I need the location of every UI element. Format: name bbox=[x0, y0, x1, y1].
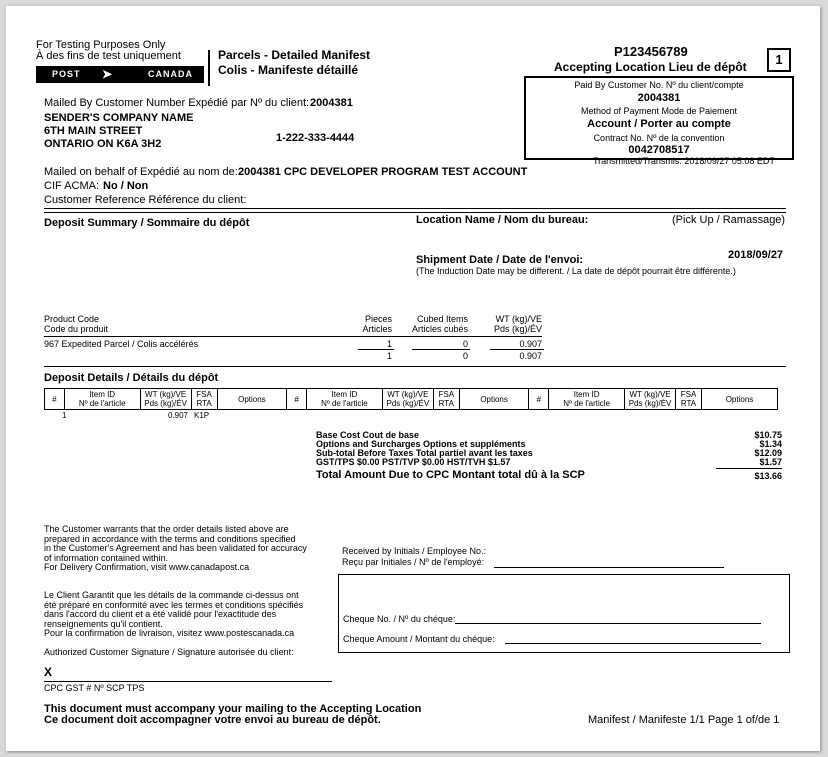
payment-box bbox=[524, 76, 794, 160]
cif-label: CIF ACMA: bbox=[44, 180, 100, 192]
induction-note: (The Induction Date may be different. / La date de dépôt pourrait être différente.) bbox=[416, 266, 736, 276]
h-item-2: Item ID Nº de l'article bbox=[306, 389, 382, 410]
received-field[interactable] bbox=[494, 567, 724, 568]
deposit-details-table bbox=[44, 388, 778, 410]
testing-notice-fr: À des fins de test uniquement bbox=[36, 50, 181, 62]
pieces-total-rule bbox=[358, 349, 394, 350]
h-options-1: Options bbox=[217, 389, 287, 410]
h-fsa-3: FSA RTA bbox=[676, 389, 702, 410]
h-wt-3: WT (kg)/VE Pds (kg)/ÉV bbox=[625, 389, 676, 410]
sender-street: 6TH MAIN STREET bbox=[44, 125, 143, 137]
deposit-details-title: Deposit Details / Détails du dépôt bbox=[44, 372, 219, 384]
signature-line[interactable] bbox=[44, 681, 332, 682]
col-product-en: Product Code bbox=[44, 314, 100, 324]
col-product-fr: Code du produit bbox=[44, 324, 109, 334]
ship-date-label: Shipment Date / Date de l'envoi: bbox=[416, 254, 584, 266]
options-label: Options and Surcharges Options et suppléments bbox=[316, 439, 526, 449]
signature-label: Authorized Customer Signature / Signature autorisée du client: bbox=[44, 647, 294, 657]
maple-leaf-icon: ➤ bbox=[102, 67, 114, 81]
received-label-1: Received by Initials / Employee No.: bbox=[342, 546, 487, 556]
tax-label: GST/TPS $0.00 PST/TVP $0.00 HST/TVH $1.57 bbox=[316, 457, 511, 467]
sender-city: ONTARIO ON K6A 3H2 bbox=[44, 138, 162, 150]
manifest-page bbox=[6, 6, 820, 751]
tax-value: $1.57 bbox=[759, 457, 782, 467]
location-value: (Pick Up / Ramassage) bbox=[672, 214, 786, 226]
details-row-num: 1 bbox=[62, 411, 67, 420]
sender-phone: 1-222-333-4444 bbox=[276, 132, 355, 144]
title-en: Parcels - Detailed Manifest bbox=[218, 48, 371, 62]
h-item-3: Item ID Nº de l'article bbox=[549, 389, 625, 410]
accompany-fr: Ce document doit accompagner votre envoi au bureau de dépôt. bbox=[44, 714, 381, 726]
summary-total-cubed: 0 bbox=[462, 351, 468, 361]
contract-value: 0042708517 bbox=[628, 144, 690, 156]
total-label: Total Amount Due to CPC Montant total dû à la SCP bbox=[316, 469, 585, 481]
col-cubed-en: Cubed Items bbox=[416, 314, 468, 324]
deposit-summary-title: Deposit Summary / Sommaire du dépôt bbox=[44, 217, 250, 229]
payment-method-value: Account / Porter au compte bbox=[587, 118, 731, 130]
warranty-en: The Customer warrants that the order details listed above are prepared in accordance with the terms and conditions specified in the Customer's Agreement and has been validated for accuracy of information contained within. For Delivery Confirmation, visit www.canadapost.ca bbox=[44, 524, 307, 572]
divider-top bbox=[44, 208, 786, 209]
logo-text-right: CANADA bbox=[148, 69, 193, 79]
cif-value: No / Non bbox=[103, 180, 149, 192]
cheque-box bbox=[338, 574, 790, 653]
options-value: $1.34 bbox=[759, 439, 782, 449]
canada-post-logo bbox=[36, 66, 204, 83]
behalf-value: 2004381 CPC DEVELOPER PROGRAM TEST ACCOUNT bbox=[238, 166, 528, 178]
col-cubed-fr: Articles cubés bbox=[411, 324, 468, 334]
h-fsa-2: FSA RTA bbox=[433, 389, 459, 410]
h-num-2: # bbox=[287, 389, 307, 410]
manifest-number: P123456789 bbox=[614, 44, 688, 59]
mailed-by-label: Mailed By Customer Number Expédié par Nº du client: bbox=[44, 97, 310, 109]
h-num-1: # bbox=[45, 389, 65, 410]
subtotal-value: $12.09 bbox=[754, 448, 782, 458]
h-wt-1: WT (kg)/VE Pds (kg)/ÉV bbox=[140, 389, 191, 410]
h-item-1: Item ID Nº de l'article bbox=[64, 389, 140, 410]
paid-by-label: Paid By Customer No. Nº du client/compte bbox=[574, 80, 744, 90]
cheque-no-field[interactable] bbox=[455, 623, 761, 624]
page-info: Manifest / Manifeste 1/1 Page 1 of/de 1 bbox=[588, 714, 780, 726]
summary-total-pieces: 1 bbox=[386, 351, 392, 361]
accompany-en: This document must accompany your mailing to the Accepting Location bbox=[44, 703, 422, 715]
summary-row-wt: 0.907 bbox=[519, 339, 542, 349]
contract-label: Contract No. Nº de la convention bbox=[593, 133, 725, 143]
accepting-location: Accepting Location Lieu de dépôt bbox=[554, 60, 747, 74]
h-options-2: Options bbox=[459, 389, 529, 410]
summary-header-rule bbox=[44, 336, 542, 337]
header-divider bbox=[208, 50, 210, 86]
details-header-row bbox=[45, 389, 778, 410]
transmitted-timestamp: Transmitted/Transmis: 2018/09/27 05:08 EDT bbox=[593, 156, 775, 166]
testing-notice-en: For Testing Purposes Only bbox=[36, 39, 166, 51]
behalf-label: Mailed on behalf of Expédié au nom de: bbox=[44, 166, 238, 178]
cheque-amount-field[interactable] bbox=[505, 643, 761, 644]
divider-top-2 bbox=[44, 212, 786, 213]
col-pieces-en: Pieces bbox=[364, 314, 392, 324]
customer-reference-label: Customer Reference Référence du client: bbox=[44, 194, 247, 206]
title-fr: Colis - Manifeste détaillé bbox=[218, 63, 359, 77]
divider-details bbox=[44, 366, 786, 367]
received-label-2: Reçu par Initiales / Nº de l'employé: bbox=[342, 557, 485, 567]
col-pieces-fr: Articles bbox=[362, 324, 392, 334]
gst-label: CPC GST # Nº SCP TPS bbox=[44, 683, 145, 693]
base-cost-value: $10.75 bbox=[754, 430, 782, 440]
signature-x: X bbox=[44, 665, 53, 679]
base-cost-label: Base Cost Cout de base bbox=[316, 430, 420, 440]
mailed-by-value: 2004381 bbox=[310, 97, 353, 109]
summary-row-product: 967 Expedited Parcel / Colis accélérés bbox=[44, 339, 199, 349]
page-number-box: 1 bbox=[767, 48, 791, 72]
cubed-total-rule bbox=[412, 349, 470, 350]
payment-method-label: Method of Payment Mode de Paiement bbox=[580, 106, 738, 116]
summary-total-wt: 0.907 bbox=[519, 351, 542, 361]
location-label: Location Name / Nom du bureau: bbox=[416, 214, 589, 226]
h-num-3: # bbox=[529, 389, 549, 410]
total-value: $13.66 bbox=[754, 471, 782, 481]
summary-row-cubed: 0 bbox=[462, 339, 468, 349]
total-rule bbox=[716, 468, 782, 469]
summary-row-pieces: 1 bbox=[386, 339, 392, 349]
h-wt-2: WT (kg)/VE Pds (kg)/ÉV bbox=[382, 389, 433, 410]
col-wt-fr: Pds (kg)/ÉV bbox=[493, 324, 542, 334]
h-options-3: Options bbox=[702, 389, 778, 410]
sender-company: SENDER'S COMPANY NAME bbox=[44, 112, 194, 124]
cheque-amount-label: Cheque Amount / Montant du chéque: bbox=[343, 634, 495, 644]
warranty-fr: Le Client Garantit que les détails de la commande ci-dessus ont été préparé en conformité avec les termes et conditions spécifiés dans l'accord du client et a été validé pour l'exactitude des renseignements qu'il contient. Pour la confirmation de livraison, visitez www.postescanada.ca bbox=[44, 590, 304, 638]
cheque-no-label: Cheque No. / Nº du chéque: bbox=[343, 614, 456, 624]
wt-total-rule bbox=[490, 349, 544, 350]
logo-text-left: POST bbox=[52, 69, 81, 79]
details-row-fsa: K1P bbox=[194, 411, 210, 420]
h-fsa-1: FSA RTA bbox=[191, 389, 217, 410]
subtotal-label: Sub-total Before Taxes Total partiel avant les taxes bbox=[316, 448, 533, 458]
paid-by-value: 2004381 bbox=[637, 92, 681, 104]
details-row-wt: 0.907 bbox=[167, 411, 188, 420]
col-wt-en: WT (kg)/VE bbox=[495, 314, 542, 324]
ship-date-value: 2018/09/27 bbox=[728, 249, 784, 261]
